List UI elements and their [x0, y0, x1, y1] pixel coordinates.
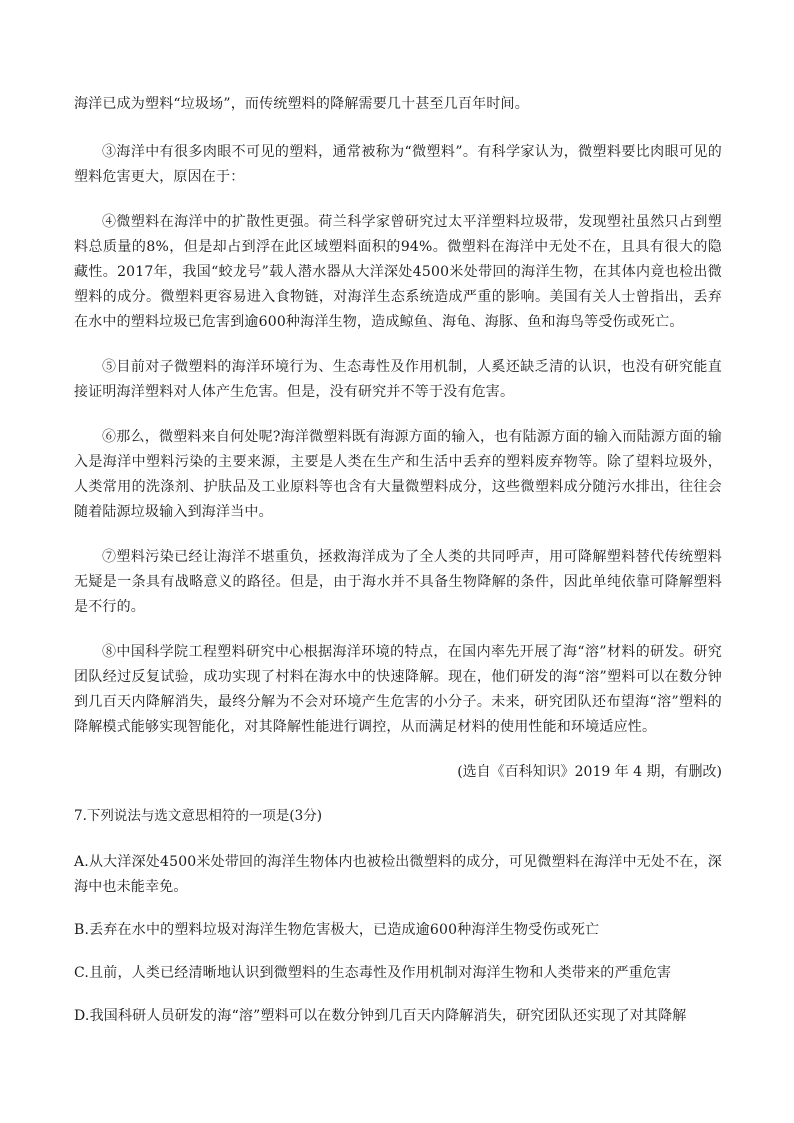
option-c: C.且前，人类已经清晰地认识到微塑料的生态毒性及作用机制对海洋生物和人类带来的严重危害 [74, 965, 672, 981]
option-b: B.丢弃在水中的塑料垃圾对海洋生物危害极大，已造成逾600种海洋生物受伤或死亡 [74, 922, 600, 938]
option-a: A.从大洋深处4500米处带回的海洋生物体内也被检出微塑料的成分，可见微塑料在海洋中无处不在，深海中也未能幸免。 [74, 854, 722, 895]
paragraph-3: ③海洋中有很多肉眼不可见的塑料，通常被称为“微塑料”。有科学家认为，微塑料要比肉眼可见的塑料危害更大，原因在于： [74, 144, 722, 185]
document-page [74, 92, 722, 1047]
source-citation: (选自《百科知识》2019 年 4 期，有删改) [457, 764, 722, 780]
paragraph-7: ⑦塑料污染已经让海洋不堪重负，拯救海洋成为了全人类的共同呼声，用可降解塑料替代传统塑料无疑是一条具有战略意义的路径。但是，由于海水并不具备生物降解的条件，因此单纯依靠可降解塑料是不行的。 [74, 549, 722, 615]
paragraph-4: ④微塑料在海洋中的扩散性更强。荷兰科学家曾研究过太平洋塑料垃圾带，发现塑社虽然只占到塑料总质量的8%，但是却占到浮在此区域塑料面积的94%。微塑料在海洋中无处不在，且具有很大的隐藏性。2017年，我国“蛟龙号”载人潜水器从大洋深处4500米处带回的海洋生物，在其体内竟也检出微塑料的成分。微塑料更容易进入食物链，对海洋生态系统造成严重的影响。美国有关人士曾指出，丢弃在水中的塑料垃圾已危害到逾600种海洋生物，造成鲸鱼、海龟、海豚、鱼和海鸟等受伤或死亡。 [74, 214, 722, 330]
question-stem: 7.下列说法与选文意思相符的一项是(3分) [74, 808, 323, 824]
paragraph-5: ⑤目前对子微塑料的海洋环境行为、生态毒性及作用机制，人奚还缺乏清的认识，也没有研究能直接证明海洋塑料对人体产生危害。但是，没有研究并不等于没有危害。 [74, 359, 722, 400]
option-d: D.我国科研人员研发的海“溶”塑料可以在数分钟到几百天内降解消失，研究团队还实现了对其降解 [74, 1008, 687, 1024]
paragraph-6: ⑥那么，微塑料来自何处呢?海洋微塑料既有海源方面的输入，也有陆源方面的输入而陆源方面的输入是海洋中塑料污染的主要来源，主要是人类在生产和生活中丢弃的塑料废弃物等。除了望料垃圾外，人类常用的洗涤剂、护肤品及工业原料等也含有大量微塑料成分，这些微塑料成分随污水排出，往往会随着陆源垃圾输入到海洋当中。 [74, 429, 722, 520]
paragraph-continuation: 海洋已成为塑料“垃圾场”，而传统塑料的降解需要几十甚至几百年时间。 [74, 96, 529, 112]
paragraph-8: ⑧中国科学院工程塑料研究中心根据海洋环境的特点，在国内率先开展了海“溶”材料的研发。研究团队经过反复试验，成功实现了村料在海水中的快速降解。现在，他们研发的海“溶”塑料可以在数分钟到几百天内降解消失，最终分解为不会对环境产生危害的小分子。未来，研究团队还布望海“溶”塑料的降解模式能够实现智能化，对其降解性能进行调控，从而满足材料的使用性能和环境适应性。 [74, 644, 722, 735]
